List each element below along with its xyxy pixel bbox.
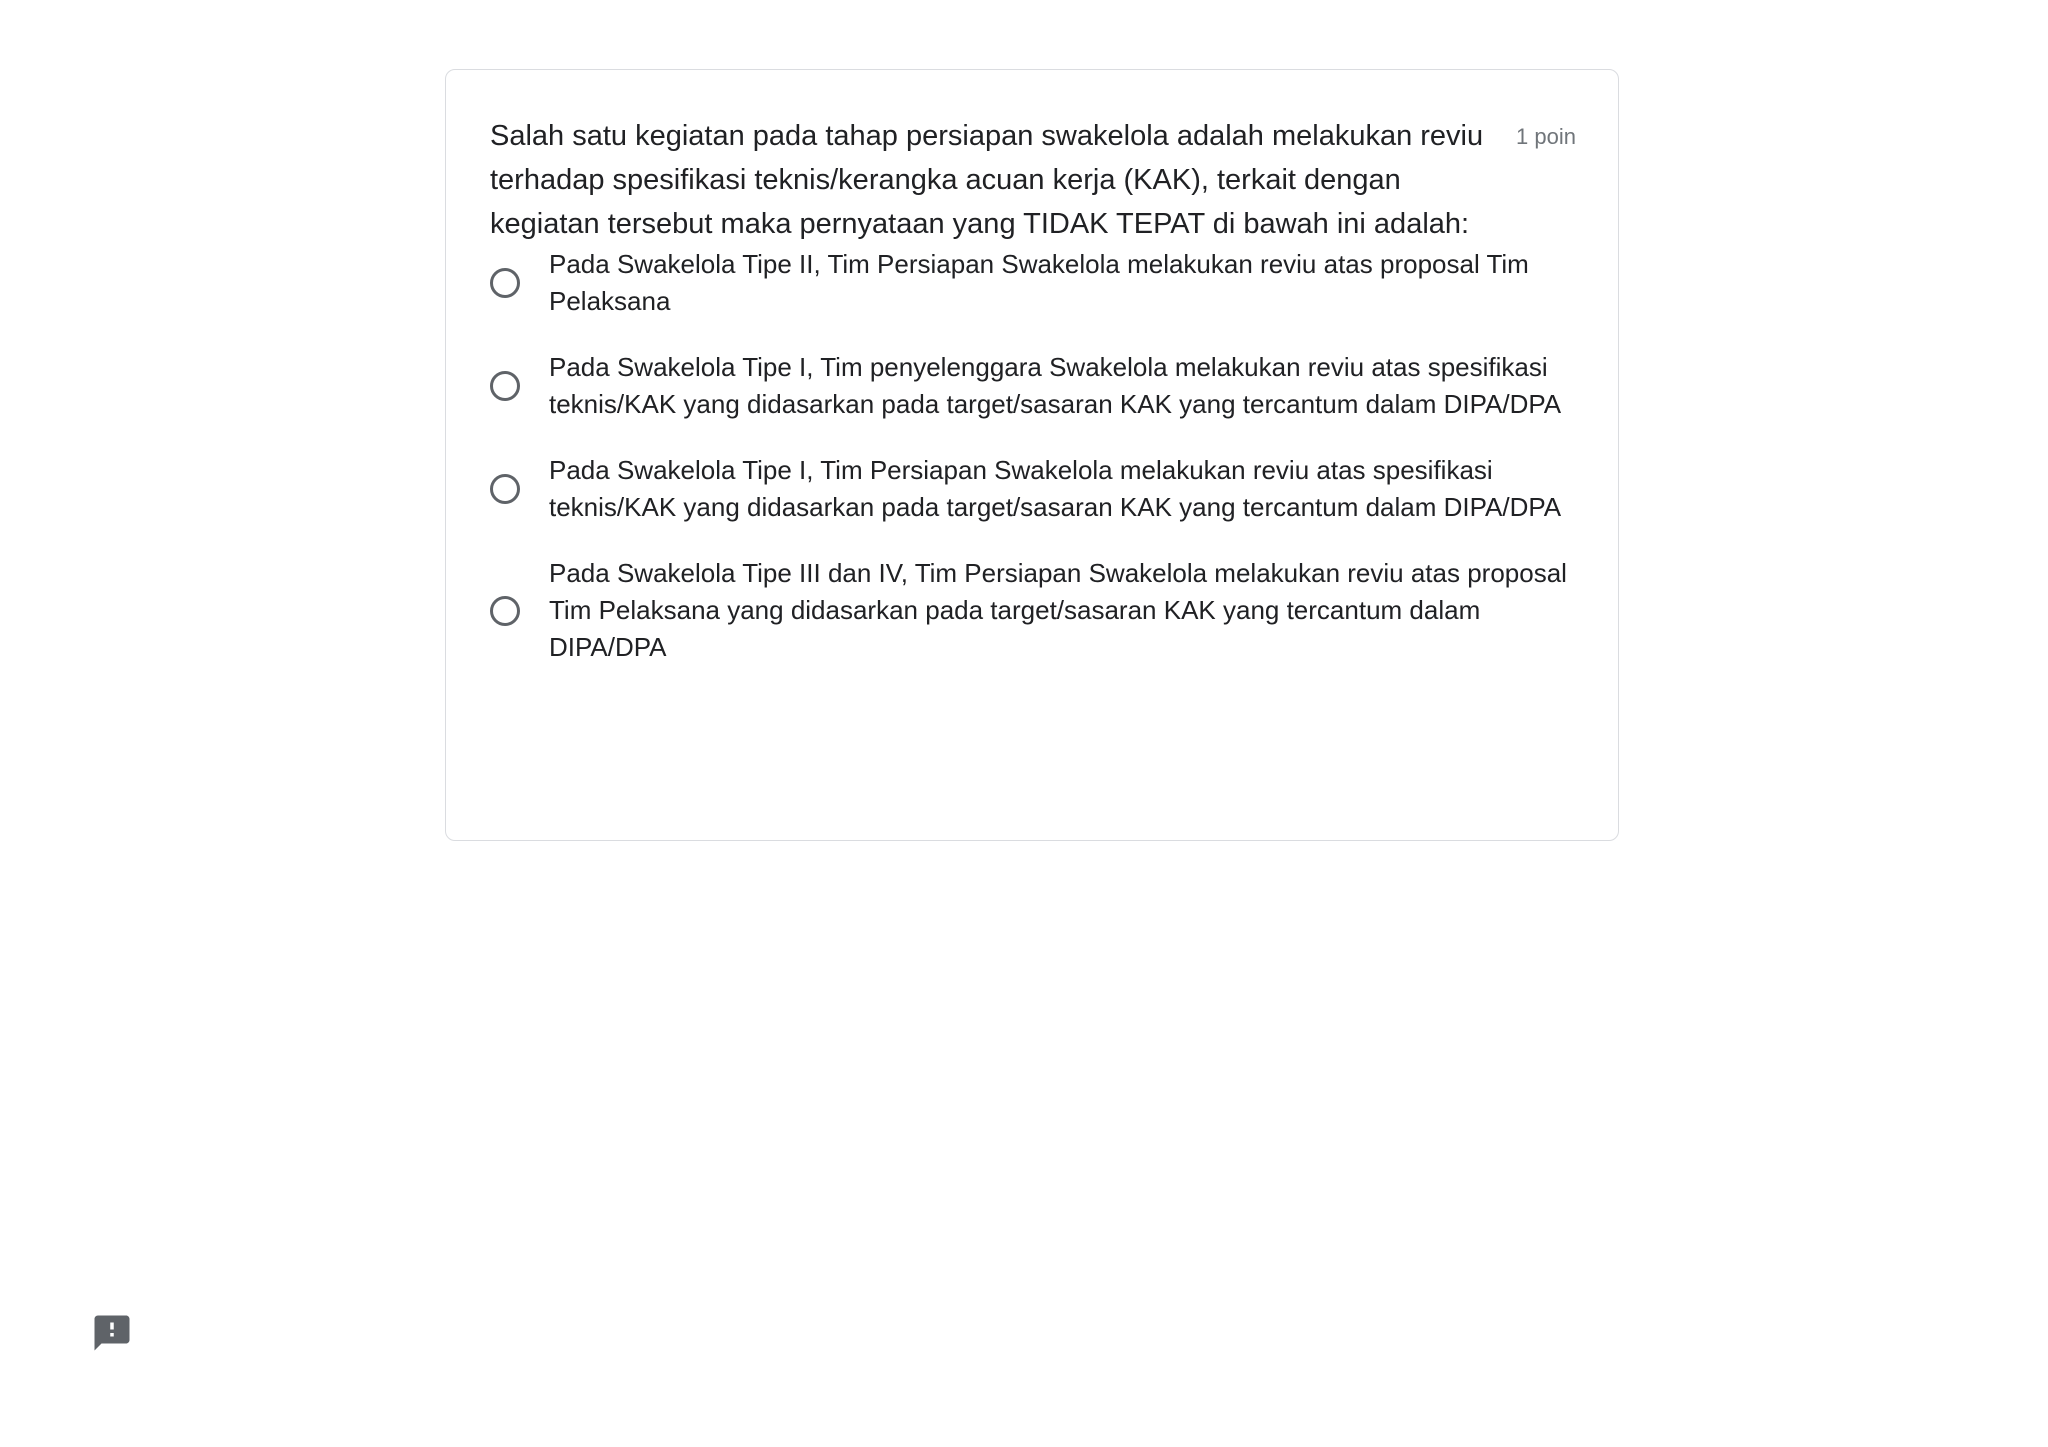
radio-button-icon[interactable] xyxy=(490,371,520,401)
question-title: Salah satu kegiatan pada tahap persiapan swakelola adalah melakukan reviu terhadap spesifikasi teknis/kerangka acuan kerja (KAK), terkait dengan kegiatan tersebut maka pernyataan yang TIDAK TEPAT di bawah ini adalah: xyxy=(490,120,1484,240)
report-feedback-svg xyxy=(91,1312,133,1354)
answer-option-label: Pada Swakelola Tipe I, Tim Persiapan Swakelola melakukan reviu atas spesifikasi teknis/KAK yang didasarkan pada target/sasaran KAK yang tercantum dalam DIPA/DPA xyxy=(549,455,1562,522)
answer-option-1[interactable] xyxy=(490,246,1576,320)
radio-button-icon[interactable] xyxy=(490,268,520,298)
answer-option-4[interactable] xyxy=(490,555,1576,666)
answer-options xyxy=(490,246,1576,666)
points-label: 1 poin xyxy=(1516,124,1576,149)
answer-option-label: Pada Swakelola Tipe III dan IV, Tim Persiapan Swakelola melakukan reviu atas proposal Tim Pelaksana yang didasarkan pada target/sasaran KAK yang tercantum dalam DIPA/DPA xyxy=(549,558,1567,662)
answer-option-2[interactable] xyxy=(490,349,1576,423)
radio-button-icon[interactable] xyxy=(490,474,520,504)
question-header xyxy=(490,114,1576,246)
report-feedback-icon[interactable] xyxy=(91,1312,133,1354)
radio-button-icon[interactable] xyxy=(490,596,520,626)
answer-option-3[interactable] xyxy=(490,452,1576,526)
answer-option-label: Pada Swakelola Tipe II, Tim Persiapan Swakelola melakukan reviu atas proposal Tim Pelaksana xyxy=(549,249,1529,316)
answer-option-label: Pada Swakelola Tipe I, Tim penyelenggara Swakelola melakukan reviu atas spesifikasi teknis/KAK yang didasarkan pada target/sasaran KAK yang tercantum dalam DIPA/DPA xyxy=(549,352,1562,419)
question-card xyxy=(445,69,1619,841)
